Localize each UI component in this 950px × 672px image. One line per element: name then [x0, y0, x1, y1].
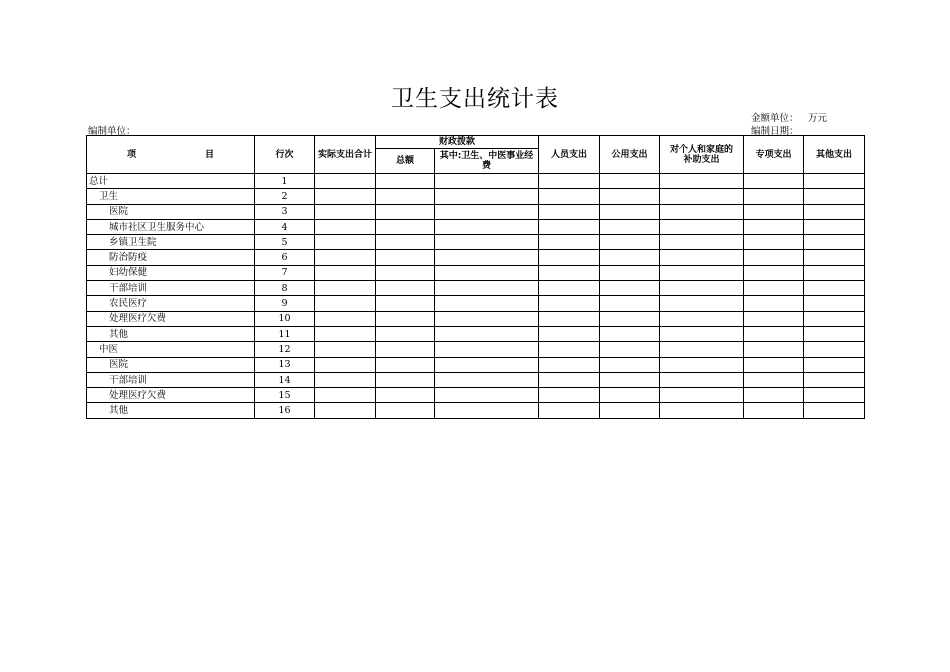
date-label: 编制日期：	[751, 126, 799, 137]
value-cell[interactable]	[804, 265, 865, 280]
value-cell[interactable]	[376, 189, 435, 204]
value-cell[interactable]	[539, 189, 600, 204]
row-number: 16	[255, 403, 315, 418]
value-cell[interactable]	[315, 388, 376, 403]
value-cell[interactable]	[600, 265, 660, 280]
row-item-label: 中医	[87, 342, 255, 357]
value-cell[interactable]	[315, 357, 376, 372]
header-item-part1: 项	[127, 150, 137, 160]
value-cell[interactable]	[539, 403, 600, 418]
value-cell[interactable]	[315, 342, 376, 357]
value-cell[interactable]	[600, 388, 660, 403]
value-cell[interactable]	[539, 296, 600, 311]
value-cell[interactable]	[804, 219, 865, 234]
value-cell[interactable]	[539, 388, 600, 403]
value-cell[interactable]	[435, 219, 539, 234]
value-cell[interactable]	[804, 204, 865, 219]
row-item-label: 防治防疫	[87, 250, 255, 265]
value-cell[interactable]	[660, 326, 744, 341]
value-cell[interactable]	[435, 326, 539, 341]
value-cell[interactable]	[435, 296, 539, 311]
header-other: 其他支出	[804, 136, 865, 174]
row-number: 7	[255, 265, 315, 280]
table-row	[87, 189, 865, 204]
value-cell[interactable]	[744, 281, 804, 296]
row-number: 2	[255, 189, 315, 204]
org-label: 编制单位：	[88, 126, 136, 137]
header-item-part2: 目	[205, 150, 215, 160]
value-cell[interactable]	[315, 174, 376, 189]
row-number: 6	[255, 250, 315, 265]
page-title: 卫生支出统计表	[391, 86, 559, 112]
value-cell[interactable]	[435, 204, 539, 219]
table-row	[87, 403, 865, 418]
value-cell[interactable]	[376, 265, 435, 280]
row-item-label: 其他	[87, 326, 255, 341]
row-item-label: 农民医疗	[87, 296, 255, 311]
header-fiscal-total: 总额	[376, 149, 435, 174]
value-cell[interactable]	[660, 342, 744, 357]
table-row	[87, 372, 865, 387]
value-cell[interactable]	[600, 296, 660, 311]
row-item-label: 处理医疗欠费	[87, 388, 255, 403]
table-row	[87, 250, 865, 265]
row-number: 12	[255, 342, 315, 357]
table-row	[87, 219, 865, 234]
value-cell[interactable]	[435, 235, 539, 250]
value-cell[interactable]	[435, 189, 539, 204]
value-cell[interactable]	[376, 342, 435, 357]
row-number: 11	[255, 326, 315, 341]
value-cell[interactable]	[539, 265, 600, 280]
value-cell[interactable]	[600, 342, 660, 357]
value-cell[interactable]	[660, 372, 744, 387]
value-cell[interactable]	[435, 281, 539, 296]
row-number: 13	[255, 357, 315, 372]
value-cell[interactable]	[539, 235, 600, 250]
row-item-label: 医院	[87, 357, 255, 372]
value-cell[interactable]	[804, 189, 865, 204]
value-cell[interactable]	[600, 189, 660, 204]
row-item-label: 卫生	[87, 189, 255, 204]
header-public: 公用支出	[600, 136, 660, 174]
value-cell[interactable]	[804, 388, 865, 403]
value-cell[interactable]	[539, 250, 600, 265]
value-cell[interactable]	[315, 281, 376, 296]
value-cell[interactable]	[744, 204, 804, 219]
value-cell[interactable]	[315, 204, 376, 219]
value-cell[interactable]	[744, 296, 804, 311]
value-cell[interactable]	[376, 296, 435, 311]
value-cell[interactable]	[804, 357, 865, 372]
value-cell[interactable]	[376, 388, 435, 403]
value-cell[interactable]	[539, 174, 600, 189]
value-cell[interactable]	[376, 235, 435, 250]
value-cell[interactable]	[744, 219, 804, 234]
value-cell[interactable]	[315, 372, 376, 387]
value-cell[interactable]	[804, 403, 865, 418]
value-cell[interactable]	[744, 311, 804, 326]
value-cell[interactable]	[804, 372, 865, 387]
value-cell[interactable]	[435, 250, 539, 265]
row-item-label: 医院	[87, 204, 255, 219]
value-cell[interactable]	[804, 281, 865, 296]
value-cell[interactable]	[376, 326, 435, 341]
value-cell[interactable]	[435, 372, 539, 387]
table-row	[87, 388, 865, 403]
value-cell[interactable]	[376, 250, 435, 265]
value-cell[interactable]	[600, 235, 660, 250]
value-cell[interactable]	[376, 219, 435, 234]
header-row-no: 行次	[255, 136, 315, 174]
value-cell[interactable]	[600, 311, 660, 326]
value-cell[interactable]	[744, 250, 804, 265]
value-cell[interactable]	[600, 174, 660, 189]
value-cell[interactable]	[660, 357, 744, 372]
value-cell[interactable]	[315, 250, 376, 265]
value-cell[interactable]	[539, 281, 600, 296]
value-cell[interactable]	[660, 250, 744, 265]
row-item-label: 妇幼保健	[87, 265, 255, 280]
row-number: 9	[255, 296, 315, 311]
header-personnel: 人员支出	[539, 136, 600, 174]
row-number: 10	[255, 311, 315, 326]
statistics-table	[86, 135, 865, 419]
value-cell[interactable]	[376, 357, 435, 372]
value-cell[interactable]	[600, 403, 660, 418]
row-number: 4	[255, 219, 315, 234]
value-cell[interactable]	[376, 372, 435, 387]
value-cell[interactable]	[539, 311, 600, 326]
row-item-label: 干部培训	[87, 372, 255, 387]
table-row	[87, 326, 865, 341]
row-number: 5	[255, 235, 315, 250]
value-cell[interactable]	[315, 265, 376, 280]
value-cell[interactable]	[315, 219, 376, 234]
value-cell[interactable]	[539, 326, 600, 341]
header-fiscal-health: 其中:卫生、中医事业经费	[435, 149, 539, 174]
value-cell[interactable]	[744, 326, 804, 341]
value-cell[interactable]	[600, 219, 660, 234]
value-cell[interactable]	[376, 403, 435, 418]
header-special: 专项支出	[744, 136, 804, 174]
amount-unit-label: 金额单位：	[751, 113, 799, 124]
value-cell[interactable]	[539, 372, 600, 387]
value-cell[interactable]	[435, 388, 539, 403]
value-cell[interactable]	[744, 388, 804, 403]
value-cell[interactable]	[539, 204, 600, 219]
table-row	[87, 235, 865, 250]
value-cell[interactable]	[435, 174, 539, 189]
row-number: 3	[255, 204, 315, 219]
value-cell[interactable]	[315, 296, 376, 311]
table-row	[87, 311, 865, 326]
value-cell[interactable]	[539, 357, 600, 372]
amount-unit-value: 万元	[808, 113, 828, 124]
value-cell[interactable]	[435, 265, 539, 280]
value-cell[interactable]	[315, 403, 376, 418]
row-item-label: 干部培训	[87, 281, 255, 296]
value-cell[interactable]	[315, 311, 376, 326]
value-cell[interactable]	[744, 372, 804, 387]
value-cell[interactable]	[376, 311, 435, 326]
value-cell[interactable]	[804, 326, 865, 341]
value-cell[interactable]	[315, 235, 376, 250]
value-cell[interactable]	[804, 311, 865, 326]
value-cell[interactable]	[376, 174, 435, 189]
value-cell[interactable]	[600, 357, 660, 372]
value-cell[interactable]	[435, 403, 539, 418]
value-cell[interactable]	[600, 204, 660, 219]
header-fiscal-group: 财政拨款	[376, 136, 539, 149]
row-item-label: 其他	[87, 403, 255, 418]
value-cell[interactable]	[539, 342, 600, 357]
row-item-label: 处理医疗欠费	[87, 311, 255, 326]
value-cell[interactable]	[804, 250, 865, 265]
value-cell[interactable]	[315, 189, 376, 204]
header-item	[87, 136, 255, 174]
value-cell[interactable]	[804, 235, 865, 250]
value-cell[interactable]	[660, 235, 744, 250]
value-cell[interactable]	[315, 326, 376, 341]
value-cell[interactable]	[660, 388, 744, 403]
value-cell[interactable]	[744, 189, 804, 204]
value-cell[interactable]	[804, 296, 865, 311]
table-row	[87, 281, 865, 296]
value-cell[interactable]	[744, 403, 804, 418]
value-cell[interactable]	[376, 204, 435, 219]
row-number: 14	[255, 372, 315, 387]
value-cell[interactable]	[376, 281, 435, 296]
value-cell[interactable]	[744, 342, 804, 357]
table-row	[87, 204, 865, 219]
table-body	[87, 136, 865, 419]
value-cell[interactable]	[600, 250, 660, 265]
row-number: 15	[255, 388, 315, 403]
value-cell[interactable]	[744, 265, 804, 280]
value-cell[interactable]	[600, 372, 660, 387]
value-cell[interactable]	[660, 174, 744, 189]
value-cell[interactable]	[660, 265, 744, 280]
value-cell[interactable]	[435, 311, 539, 326]
header-subsidy: 对个人和家庭的补助支出	[660, 136, 744, 174]
value-cell[interactable]	[600, 281, 660, 296]
table-row	[87, 265, 865, 280]
table-row	[87, 342, 865, 357]
row-item-label: 乡镇卫生院	[87, 235, 255, 250]
value-cell[interactable]	[660, 281, 744, 296]
row-number: 8	[255, 281, 315, 296]
value-cell[interactable]	[660, 204, 744, 219]
row-number: 1	[255, 174, 315, 189]
row-item-label: 总计	[87, 174, 255, 189]
value-cell[interactable]	[744, 357, 804, 372]
row-item-label: 城市社区卫生服务中心	[87, 219, 255, 234]
table-row	[87, 174, 865, 189]
value-cell[interactable]	[744, 174, 804, 189]
value-cell[interactable]	[660, 403, 744, 418]
value-cell[interactable]	[660, 296, 744, 311]
value-cell[interactable]	[744, 235, 804, 250]
value-cell[interactable]	[600, 326, 660, 341]
value-cell[interactable]	[660, 219, 744, 234]
header-actual-total: 实际支出合计	[315, 136, 376, 174]
value-cell[interactable]	[804, 342, 865, 357]
value-cell[interactable]	[435, 357, 539, 372]
value-cell[interactable]	[660, 311, 744, 326]
value-cell[interactable]	[804, 174, 865, 189]
value-cell[interactable]	[435, 342, 539, 357]
table-row	[87, 357, 865, 372]
value-cell[interactable]	[660, 189, 744, 204]
table-row	[87, 296, 865, 311]
value-cell[interactable]	[539, 219, 600, 234]
